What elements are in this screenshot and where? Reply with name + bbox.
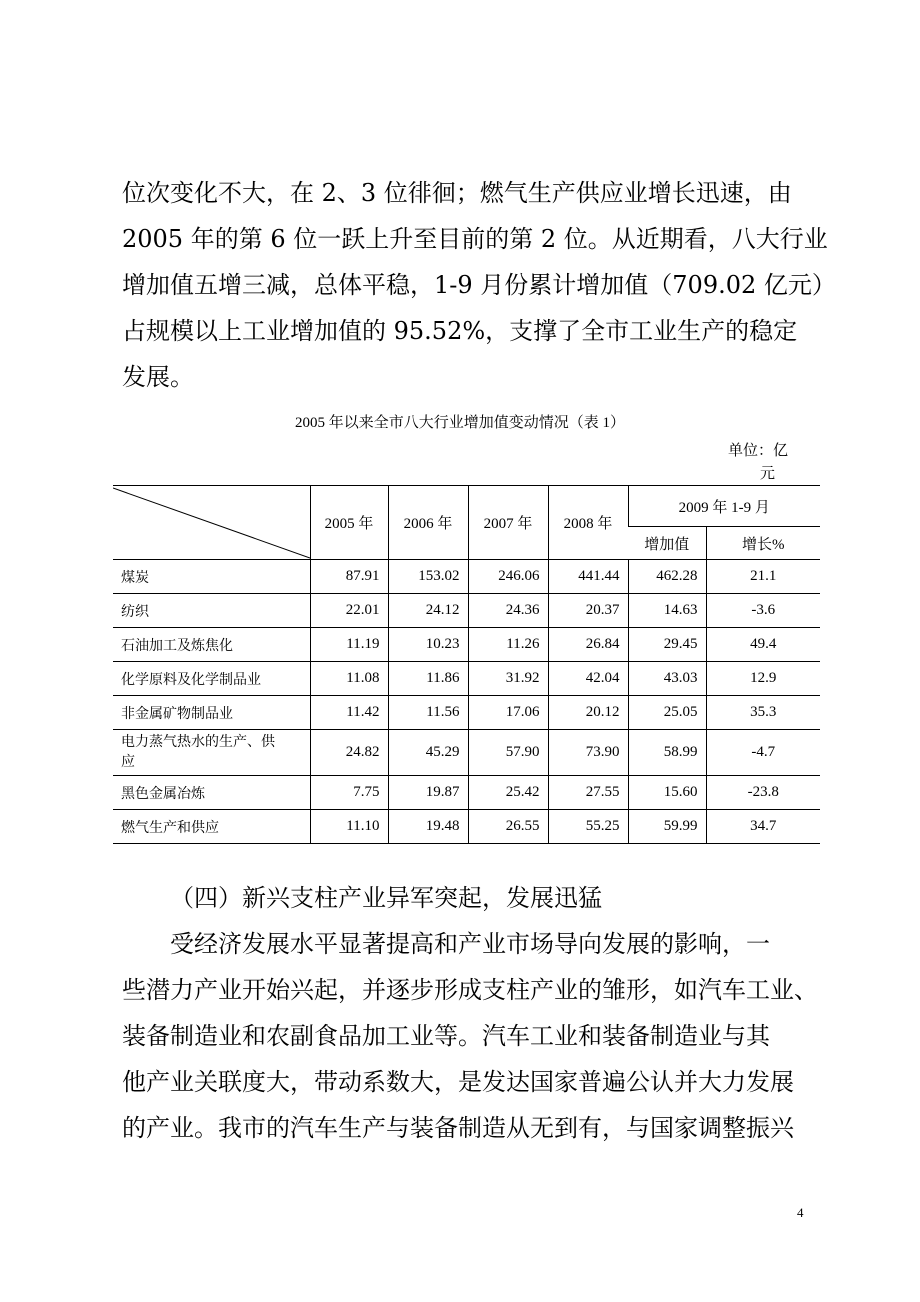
value-cell: 27.55 xyxy=(548,776,628,810)
section-heading: （四）新兴支柱产业异军突起，发展迅猛 xyxy=(170,884,602,912)
text-line: 些潜力产业开始兴起，并逐步形成支柱产业的雏形，如汽车工业、 xyxy=(122,976,818,1004)
industry-cell: 化学原料及化学制品业 xyxy=(113,662,310,696)
value-cell: 11.08 xyxy=(310,662,388,696)
value-cell: 20.37 xyxy=(548,594,628,628)
table-row xyxy=(113,662,820,696)
value-cell: 43.03 xyxy=(628,662,706,696)
value-cell: 45.29 xyxy=(388,730,468,776)
value-cell: 25.42 xyxy=(468,776,548,810)
value-cell: 11.26 xyxy=(468,628,548,662)
value-cell: 17.06 xyxy=(468,696,548,730)
text-line: 增加值五增三减，总体平稳，1-9 月份累计增加值（709.02 亿元） xyxy=(122,271,836,299)
text-line: 2005 年的第 6 位一跃上升至目前的第 2 位。从近期看，八大行业 xyxy=(122,225,828,253)
growth-cell: 12.9 xyxy=(706,662,820,696)
industry-cell: 煤炭 xyxy=(113,560,310,594)
value-cell: 441.44 xyxy=(548,560,628,594)
table-unit xyxy=(728,440,808,486)
industry-cell: 纺织 xyxy=(113,594,310,628)
industry-cell: 石油加工及炼焦化 xyxy=(113,628,310,662)
table-row xyxy=(113,776,820,810)
unit-line: 元 xyxy=(760,466,776,482)
industry-cell: 黑色金属冶炼 xyxy=(113,776,310,810)
industry-cell: 燃气生产和供应 xyxy=(113,810,310,844)
industry-cell: 非金属矿物制品业 xyxy=(113,696,310,730)
industry-line: 应 xyxy=(121,754,135,770)
value-cell: 19.48 xyxy=(388,810,468,844)
value-cell: 57.90 xyxy=(468,730,548,776)
value-cell: 73.90 xyxy=(548,730,628,776)
growth-cell: -4.7 xyxy=(706,730,820,776)
text-line: 占规模以上工业增加值的 95.52%，支撑了全市工业生产的稳定 xyxy=(122,317,798,345)
value-cell: 25.05 xyxy=(628,696,706,730)
header-2006: 2006 年 xyxy=(388,486,468,560)
growth-cell: 34.7 xyxy=(706,810,820,844)
header-2005: 2005 年 xyxy=(310,486,388,560)
value-cell: 26.55 xyxy=(468,810,548,844)
industry-line: 电力蒸气热水的生产、供 xyxy=(121,734,275,750)
text-line: 位次变化不大，在 2、3 位徘徊；燃气生产供应业增长迅速，由 xyxy=(122,179,792,207)
value-cell: 246.06 xyxy=(468,560,548,594)
table-row xyxy=(113,628,820,662)
header-added-value: 增加值 xyxy=(628,527,706,560)
industry-cell xyxy=(113,730,310,776)
header-growth: 增长% xyxy=(706,527,820,560)
value-cell: 11.56 xyxy=(388,696,468,730)
growth-cell: 49.4 xyxy=(706,628,820,662)
value-cell: 58.99 xyxy=(628,730,706,776)
value-cell: 11.42 xyxy=(310,696,388,730)
value-cell: 42.04 xyxy=(548,662,628,696)
value-cell: 20.12 xyxy=(548,696,628,730)
table-row xyxy=(113,696,820,730)
section-4 xyxy=(122,875,818,1151)
value-cell: 31.92 xyxy=(468,662,548,696)
header-2007: 2007 年 xyxy=(468,486,548,560)
value-cell: 7.75 xyxy=(310,776,388,810)
value-cell: 10.23 xyxy=(388,628,468,662)
table-row xyxy=(113,560,820,594)
page-number: 4 xyxy=(797,1205,804,1220)
value-cell: 11.19 xyxy=(310,628,388,662)
table-header-row xyxy=(113,486,820,527)
unit-line: 单位：亿 xyxy=(728,443,789,459)
value-cell: 11.86 xyxy=(388,662,468,696)
growth-cell: -23.8 xyxy=(706,776,820,810)
text-line: 发展。 xyxy=(122,363,194,391)
value-cell: 11.10 xyxy=(310,810,388,844)
growth-cell: -3.6 xyxy=(706,594,820,628)
text-line: 他产业关联度大，带动系数大，是发达国家普遍公认并大力发展 xyxy=(122,1068,794,1096)
value-cell: 87.91 xyxy=(310,560,388,594)
value-cell: 19.87 xyxy=(388,776,468,810)
value-cell: 24.12 xyxy=(388,594,468,628)
growth-cell: 21.1 xyxy=(706,560,820,594)
value-cell: 462.28 xyxy=(628,560,706,594)
table-caption: 2005 年以来全市八大行业增加值变动情况（表 1） xyxy=(294,415,625,431)
header-2009: 2009 年 1-9 月 xyxy=(628,486,820,527)
value-cell: 24.82 xyxy=(310,730,388,776)
value-cell: 55.25 xyxy=(548,810,628,844)
diagonal-header-cell xyxy=(113,486,310,560)
growth-cell: 35.3 xyxy=(706,696,820,730)
table-row xyxy=(113,730,820,776)
value-cell: 59.99 xyxy=(628,810,706,844)
value-cell: 22.01 xyxy=(310,594,388,628)
text-line: 受经济发展水平显著提高和产业市场导向发展的影响，一 xyxy=(170,930,770,958)
diagonal-line xyxy=(113,486,310,560)
header-2008: 2008 年 xyxy=(548,486,628,560)
text-line: 的产业。我市的汽车生产与装备制造从无到有，与国家调整振兴 xyxy=(122,1114,794,1142)
table-row xyxy=(113,810,820,844)
value-cell: 29.45 xyxy=(628,628,706,662)
value-cell: 153.02 xyxy=(388,560,468,594)
text-line: 装备制造业和农副食品加工业等。汽车工业和装备制造业与其 xyxy=(122,1022,770,1050)
table-row xyxy=(113,594,820,628)
industry-table xyxy=(113,485,820,844)
paragraph-intro xyxy=(122,170,836,400)
value-cell: 24.36 xyxy=(468,594,548,628)
value-cell: 26.84 xyxy=(548,628,628,662)
value-cell: 15.60 xyxy=(628,776,706,810)
value-cell: 14.63 xyxy=(628,594,706,628)
